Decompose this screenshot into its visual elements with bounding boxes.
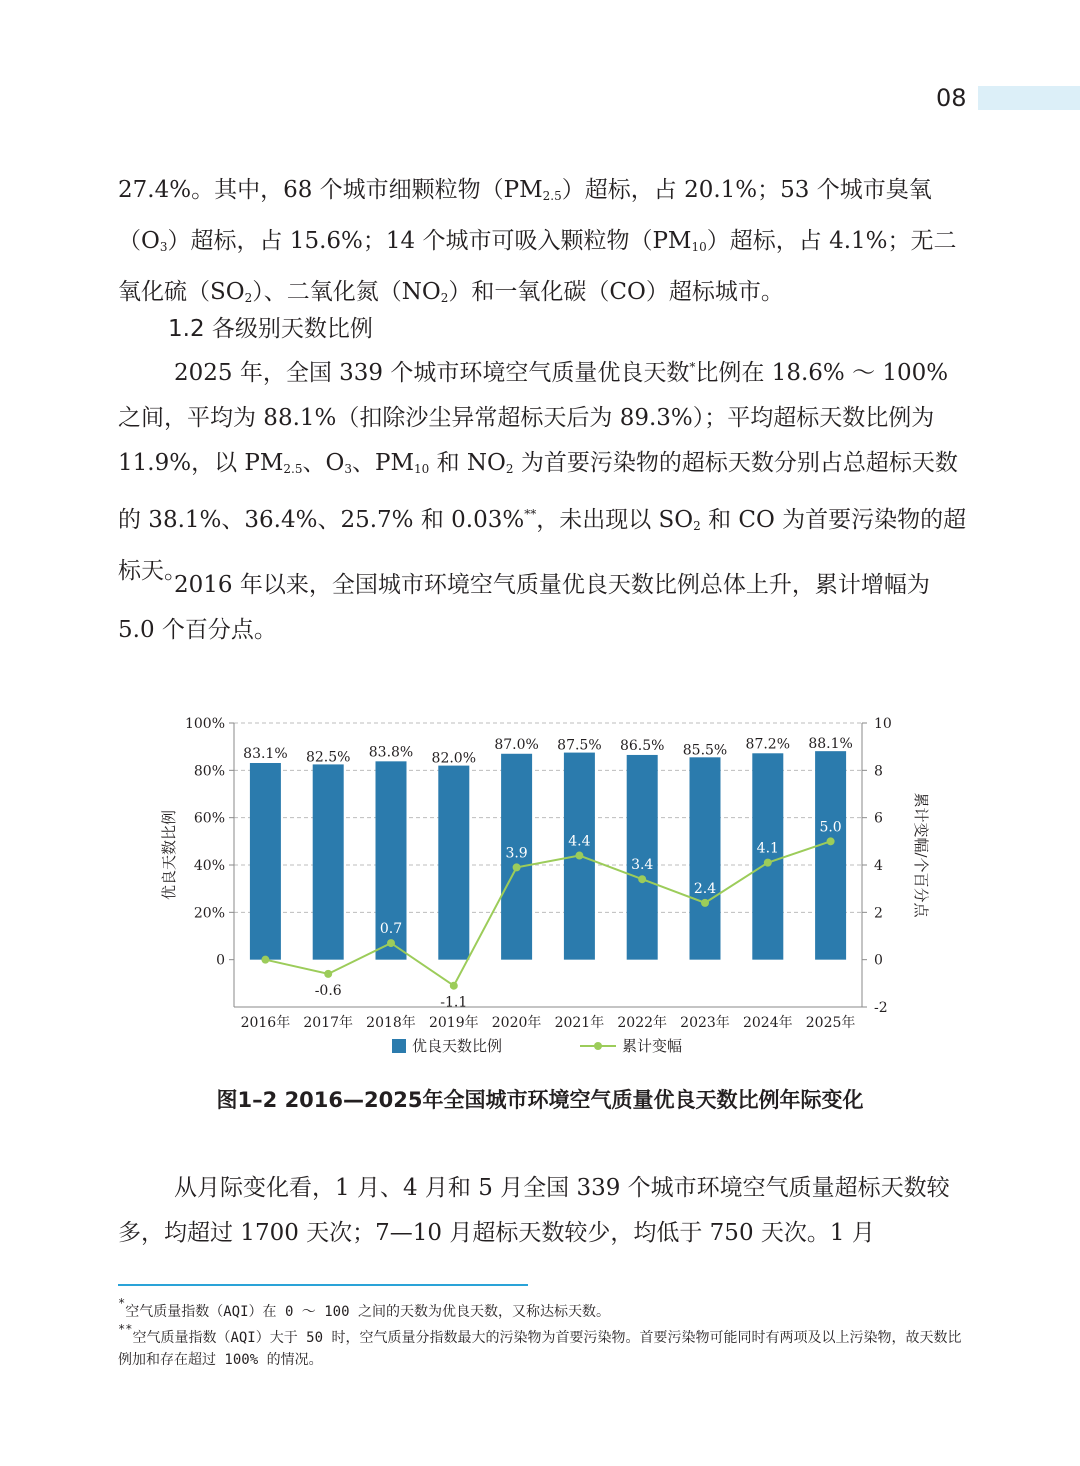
line-value-label: 2.4 [693,880,717,897]
footnote-1: *空气质量指数（AQI）在 0 ～ 100 之间的天数为优良天数，又称达标天数。 [118,1296,610,1320]
right-tick-label: -2 [874,1000,888,1016]
x-tick-label: 2018年 [366,1015,416,1031]
line-value-label: 0.7 [379,921,403,938]
line-series [265,841,830,985]
line-value-label: 3.4 [631,857,654,874]
legend-line-marker [594,1042,602,1050]
x-tick-label: 2017年 [303,1015,354,1031]
page-number: 08 [936,84,967,112]
legend-line-label: 累计变幅 [622,1037,683,1055]
bar [250,763,281,960]
legend-bar-label: 优良天数比例 [412,1037,503,1055]
paragraph-4: 从月际变化看，1 月、4 月和 5 月全国 339 个城市环境空气质量超标天数较多，均超过 1700 天次；7—10 月超标天数较少，均低于 750 天次。1 月 [118,1175,950,1246]
left-axis-title: 优良天数比例 [160,809,178,901]
bar-value-label: 83.8% [368,744,414,761]
bar [690,757,721,959]
line-value-label: 4.4 [568,833,591,850]
right-axis-title: 累计变幅/个百分点 [912,792,930,918]
x-tick-label: 2025年 [805,1015,856,1031]
x-tick-label: 2023年 [680,1015,730,1031]
bar-value-label: 83.1% [243,745,288,762]
left-tick-label: 60% [193,810,225,827]
footnote-divider [118,1284,528,1286]
right-tick-label: 2 [874,905,883,922]
x-tick-label: 2024年 [742,1015,793,1031]
left-tick-label: 80% [193,763,225,780]
left-tick-label: 100% [184,716,225,732]
section-heading: 1.2 各级别天数比例 [168,316,373,342]
right-tick-label: 8 [874,763,883,780]
left-tick-label: 0 [216,952,225,969]
line-point [638,875,646,883]
right-tick-label: 4 [874,858,883,874]
left-tick-label: 20% [193,905,225,922]
line-point [261,956,269,964]
line-point [324,970,332,978]
bar-value-label: 86.5% [619,737,665,754]
x-tick-label: 2021年 [554,1015,605,1031]
air-quality-chart [150,705,940,1070]
line-point [450,982,458,990]
bar [815,751,846,960]
x-tick-label: 2019年 [428,1015,479,1031]
right-tick-label: 6 [874,810,883,827]
line-point [513,863,521,871]
left-tick-label: 40% [193,858,225,874]
line-point [701,899,709,907]
legend-bar-swatch [392,1039,406,1053]
line-value-label: -1.1 [440,994,468,1011]
bar-value-label: 87.5% [557,737,602,754]
bar-value-label: 87.0% [494,736,539,753]
line-value-label: 3.9 [505,845,528,862]
bar-value-label: 85.5% [682,742,728,759]
page-number-bar [978,86,1080,110]
right-tick-label: 10 [874,716,892,732]
line-point [827,837,835,845]
paragraph-3: 2016 年以来，全国城市环境空气质量优良天数比例总体上升，累计增幅为 5.0 个百分点。 [118,572,930,643]
bar-value-label: 82.0% [431,750,477,767]
paragraph-2: 2025 年，全国 339 个城市环境空气质量优良天数*比例在 18.6% ～ 100% 之间，平均为 88.1%（扣除沙尘异常超标天后为 89.3%）；平均超标天数比例为 11.9%，以 $PM_{2.5}$、$O_3$、$PM_{10}$ 和 $NO_2$ 为首要污染物的超标天数分别占总超标天数的 38.1%、36.4%、25.7% 和 0.03%**，未出现以 $SO_2$ 和 CO 为首要污染物的超标天。 [118,360,967,584]
x-tick-label: 2016年 [240,1015,291,1031]
bar [313,764,344,959]
right-tick-label: 0 [874,952,883,969]
line-point [575,852,583,860]
footnote-2: **空气质量指数（AQI）大于 50 时，空气质量分指数最大的污染物为首要污染物。首要污染物可能同时有两项及以上污染物，故天数比例加和存在超过 100% 的情况。 [118,1322,962,1368]
line-point [387,939,395,947]
figure-caption: 图1–2 2016—2025年全国城市环境空气质量优良天数比例年际变化 [216,1088,864,1112]
line-point [764,859,772,867]
line-value-label: -0.6 [314,982,342,999]
line-value-label: 5.0 [819,819,842,836]
x-tick-label: 2020年 [491,1015,542,1031]
x-tick-label: 2022年 [617,1015,668,1031]
bar-value-label: 87.2% [745,736,791,753]
bar [438,766,469,960]
line-value-label: 4.1 [756,840,779,857]
bar-value-label: 88.1% [808,736,853,753]
paragraph-1: 27.4%。其中，68 个城市细颗粒物$(PM_{2.5})$超标，占 20.1%；53 个城市臭氧$(O_3)$超标，占 15.6%；14 个城市可吸入颗粒物$(PM_{10})$超标，占 4.1%；无二氧化硫$(SO_2)$、二氧化氮$(NO_2)$和一氧化碳（CO）超标城市。 [118,177,957,305]
bar-value-label: 82.5% [305,749,351,766]
